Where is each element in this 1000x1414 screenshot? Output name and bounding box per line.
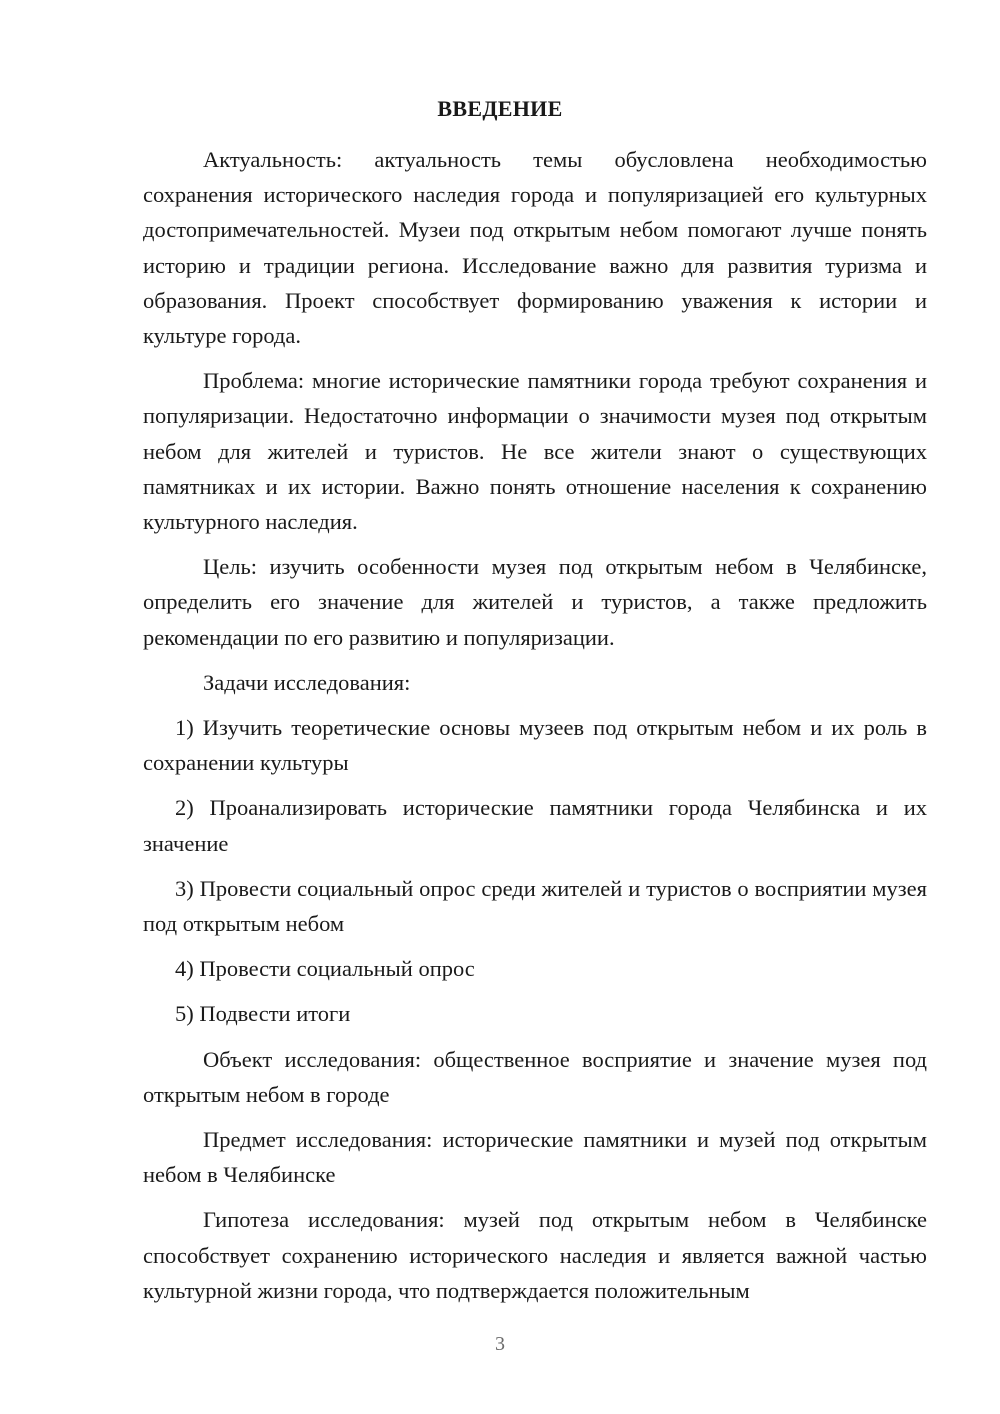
section-title: ВВЕДЕНИЕ (437, 96, 563, 121)
paragraph-object: Объект исследования: общественное восприятие и значение музея под открытым небом в городе (143, 1046, 927, 1107)
document-body (143, 142, 927, 1318)
paragraph-relevance: Актуальность: актуальность темы обусловлена необходимостью сохранения исторического наследия города и популяризацией его культурных достопримечательностей. Музеи под открытым небом помогают лучше понять историю и традиции региона. Исследование важно для развития туризма и образования. Проект способствует формированию уважения к истории и культуре города. (143, 147, 927, 349)
paragraph-goal: Цель: изучить особенности музея под открытым небом в Челябинске, определить его значение для жителей и туристов, а также предложить рекомендации по его развитию и популяризации. (143, 554, 927, 650)
paragraph-tasks-heading: Задачи исследования: (203, 669, 411, 695)
task-item: 1) Изучить теоретические основы музеев под открытым небом и их роль в сохранении культуры (143, 715, 927, 776)
task-item: 5) Подвести итоги (175, 1001, 351, 1027)
paragraph-subject: Предмет исследования: исторические памятники и музей под открытым небом в Челябинске (143, 1127, 927, 1188)
paragraph-hypothesis: Гипотеза исследования: музей под открытым небом в Челябинске способствует сохранению исторического наследия и является важной частью культурной жизни города, что подтверждается положительным (143, 1207, 927, 1303)
task-item: 2) Проанализировать исторические памятники города Челябинска и их значение (143, 795, 927, 856)
page-number: 3 (495, 1333, 505, 1355)
task-item: 4) Провести социальный опрос (175, 956, 475, 982)
task-item: 3) Провести социальный опрос среди жителей и туристов о восприятии музея под открытым небом (143, 875, 927, 937)
paragraph-problem: Проблема: многие исторические памятники города требуют сохранения и популяризации. Недостаточно информации о значимости музея под открытым небом для жителей и туристов. Не все жители знают о существующих памятниках и их истории. Важно понять отношение населения к сохранению культурного наследия. (143, 368, 927, 535)
